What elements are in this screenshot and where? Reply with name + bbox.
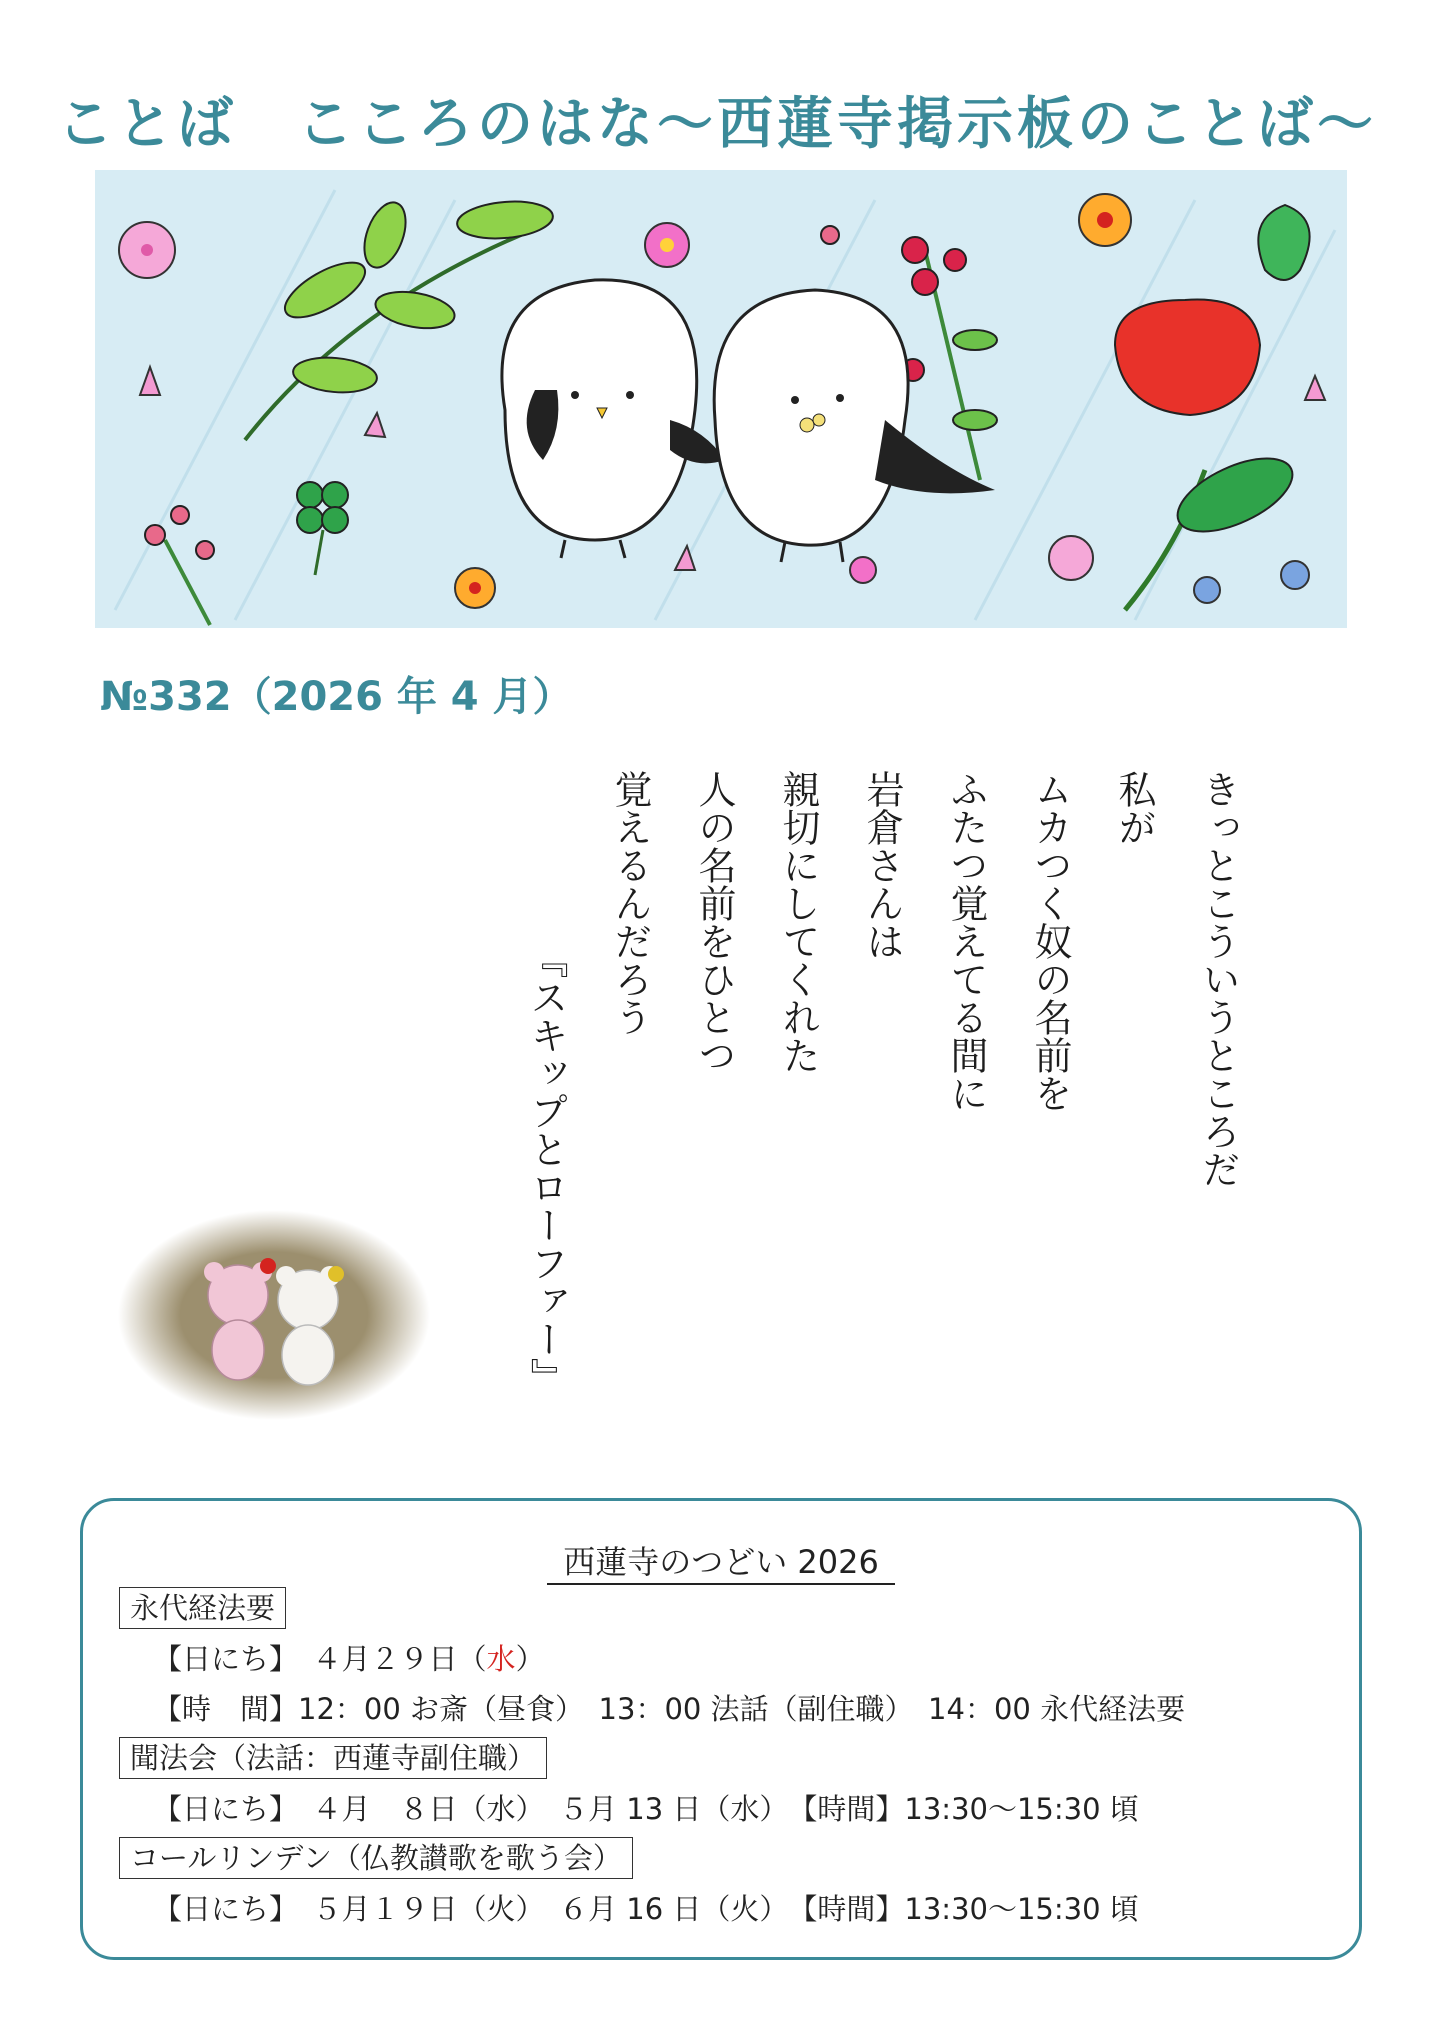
events-box: [80, 1498, 1362, 1960]
eidai-time-row: 【時 間】12：00 お斎（昼食） 13：00 法話（副住職） 14：00 永代経法要: [153, 1692, 1186, 1726]
teddy-bears-photo: [118, 1210, 430, 1420]
weekday-highlight: 水: [486, 1642, 516, 1676]
section-label-monposo: 聞法会（法話：西蓮寺副住職）: [119, 1737, 547, 1779]
poem-line: ふたつ覚えてる間に: [944, 770, 988, 1112]
poem-line: 親切にしてくれた: [776, 770, 820, 1074]
poem-line: きっとこういうところだ: [1196, 770, 1240, 1188]
poem-line: 人の名前をひとつ: [692, 770, 736, 1074]
eidai-date-row: 【日にち】 ４月２９日（水）: [153, 1642, 545, 1676]
choir-date-row: 【日にち】 ５月１９日（火） ６月 16 日（火） 【時間】13:30～15:30 頃: [153, 1892, 1139, 1926]
issue-number: №332（2026 年 4 月）: [100, 674, 573, 720]
section-label-choir: コールリンデン（仏教讃歌を歌う会）: [119, 1837, 633, 1879]
events-heading: 西蓮寺のつどい 2026: [83, 1537, 1359, 1583]
illustration-banner: [95, 170, 1347, 628]
pink-flower-icon: [645, 223, 689, 267]
page-title: ことば こころのはな～西蓮寺掲示板のことば～: [57, 92, 1377, 157]
poem-line: 私が: [1112, 770, 1156, 846]
poem-line: 岩倉さんは: [860, 770, 904, 960]
poem-source: 『スキップとローファー』: [524, 940, 568, 1396]
section-label-eidai: 永代経法要: [119, 1587, 286, 1629]
poem-line: ムカつく奴の名前を: [1028, 770, 1072, 1112]
poem-line: 覚えるんだろう: [608, 770, 652, 1036]
monposo-date-row: 【日にち】 ４月 ８日（水） ５月 13 日（水） 【時間】13:30～15:30 頃: [153, 1792, 1139, 1826]
poem-text: [524, 770, 1260, 1410]
